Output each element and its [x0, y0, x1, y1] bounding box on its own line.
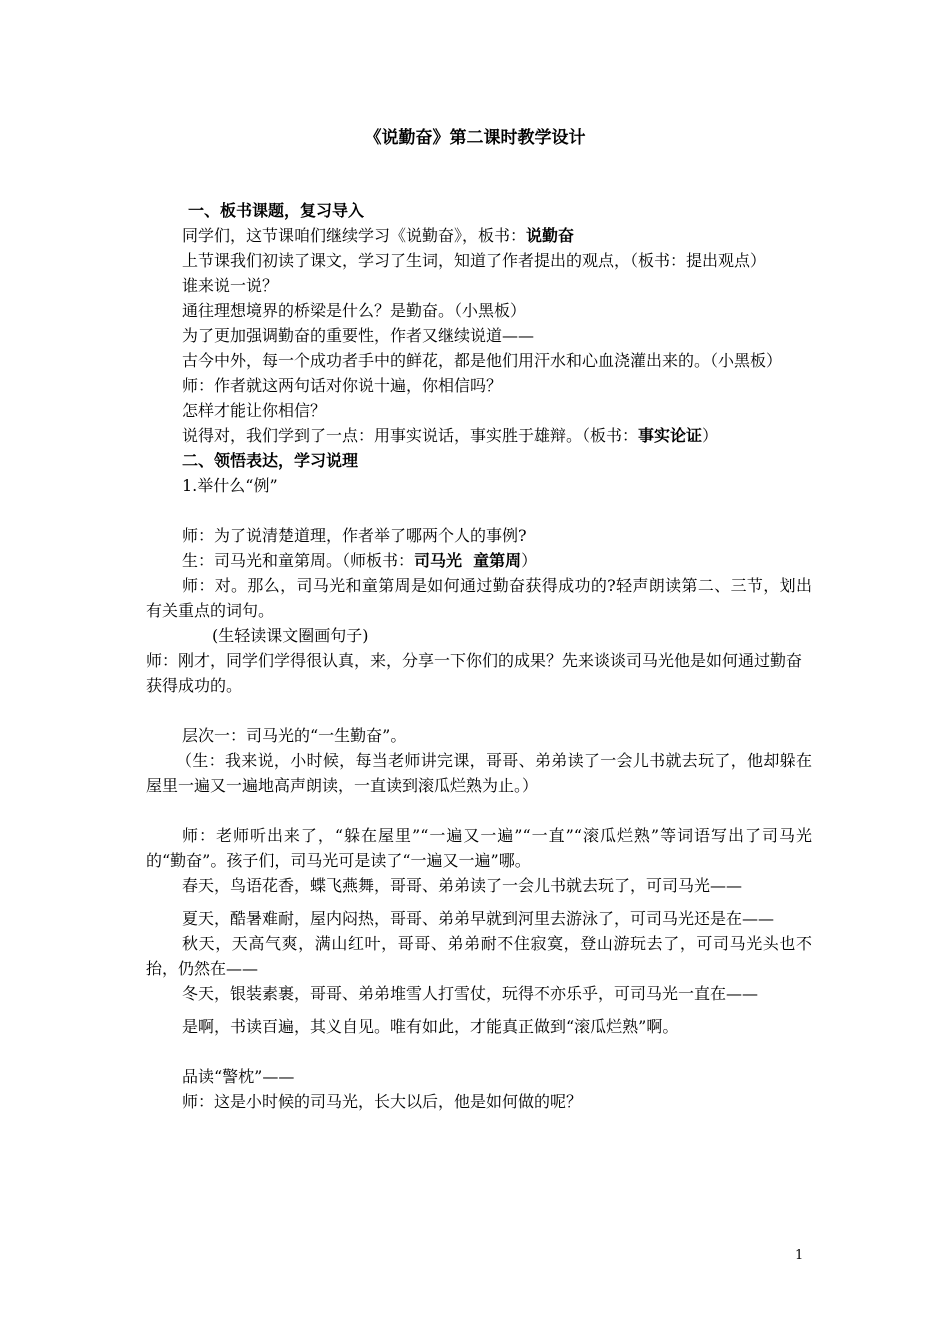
paragraph: (生轻读课文圈画句子): [212, 626, 369, 645]
page-number: 1: [795, 1248, 804, 1263]
paragraph: 是啊，书读百遍，其义自见。唯有如此，才能真正做到“滚瓜烂熟”啊。: [182, 1017, 679, 1036]
paragraph: 谁来说一说？: [182, 276, 279, 295]
level-heading: 层次一：司马光的“一生勤奋”。: [182, 726, 407, 745]
paragraph: 怎样才能让你相信？: [182, 401, 327, 420]
paragraph: 师：为了说清楚道理，作者举了哪两个人的事例?: [182, 526, 527, 545]
paragraph-spring: 春天，鸟语花香，蝶飞燕舞，哥哥、弟弟读了一会儿书就去玩了，可司马光——: [182, 876, 743, 895]
paragraph: 通往理想境界的桥梁是什么？是勤奋。（小黑板）: [182, 301, 527, 320]
paragraph: 为了更加强调勤奋的重要性，作者又继续说道——: [182, 326, 535, 345]
paragraph: 同学们，这节课咱们继续学习《说勤奋》，板书：说勤奋: [182, 226, 575, 245]
paragraph: 古今中外，每一个成功者手中的鲜花，都是他们用汗水和心血浇灌出来的。（小黑板）: [182, 351, 783, 370]
paragraph-summer: 夏天，酷暑难耐，屋内闷热，哥哥、弟弟早就到河里去游泳了，可司马光还是在——: [182, 909, 775, 928]
paragraph: 师：作者就这两句话对你说十遍，你相信吗？: [182, 376, 503, 395]
document-body: [146, 198, 812, 1114]
document-title: 《说勤奋》第二课时教学设计: [364, 128, 586, 148]
paragraph: 品读“警枕”——: [182, 1067, 295, 1086]
subheading: 1.举什么“例”: [182, 476, 278, 495]
paragraph: （生：我来说，小时候，每当老师讲完课，哥哥、弟弟读了一会儿书就去玩了，他却躲在屋里一遍又一遍地高声朗读，一直读到滚瓜烂熟为止。）: [146, 751, 812, 795]
paragraph: 说得对，我们学到了一点：用事实说话，事实胜于雄辩。（板书：事实论证）: [182, 426, 719, 445]
paragraph: 师：这是小时候的司马光，长大以后，他是如何做的呢？: [182, 1092, 583, 1111]
paragraph: 师：对。那么，司马光和童第周是如何通过勤奋获得成功的?轻声朗读第二、三节，划出有关重点的词句。: [146, 576, 812, 620]
paragraph-winter: 冬天，银装素裹，哥哥、弟弟堆雪人打雪仗，玩得不亦乐乎，可司马光一直在——: [182, 984, 759, 1003]
section2-heading: 二、领悟表达，学习说理: [182, 451, 359, 470]
paragraph: 上节课我们初读了课文，学习了生词，知道了作者提出的观点，（板书：提出观点）: [182, 251, 767, 270]
paragraph-autumn: 秋天，天高气爽，满山红叶，哥哥、弟弟耐不住寂寞，登山游玩去了，可司马光头也不抬，仍然在——: [146, 934, 812, 978]
paragraph: 生：司马光和童第周。（师板书：司马光 童第周）: [182, 551, 538, 570]
paragraph: 师：刚才，同学们学得很认真，来，分享一下你们的成果？先来谈谈司马光他是如何通过勤奋获得成功的。: [146, 651, 803, 695]
board-writing: 事实论证: [638, 426, 703, 445]
paragraph: 师：老师听出来了，“躲在屋里”“一遍又一遍”“一直”“滚瓜烂熟”等词语写出了司马光的“勤奋”。孩子们，司马光可是读了“一遍又一遍”哪。: [146, 826, 812, 870]
board-writing: 司马光 童第周: [414, 551, 522, 570]
section1-heading: 一、板书课题，复习导入: [188, 201, 365, 220]
board-writing: 说勤奋: [526, 226, 575, 245]
